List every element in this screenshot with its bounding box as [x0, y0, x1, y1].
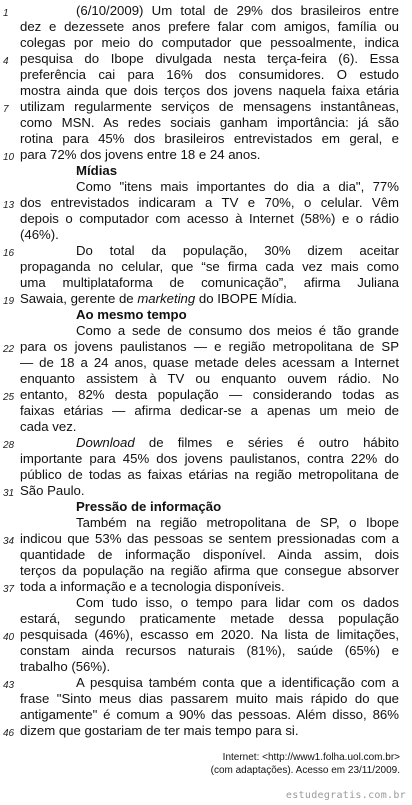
text-line	[0, 195, 412, 211]
line-text: Também na região metropolitana de SP, o Ibope	[76, 515, 399, 530]
text-line	[0, 547, 412, 563]
text-line	[0, 531, 412, 547]
line-text: dos entrevistados indicaram a TV e 70%, o celular. Vêm	[20, 195, 399, 210]
line-text: (6/10/2009) Um total de 29% dos brasileiros entre	[76, 3, 399, 18]
text-line	[0, 675, 412, 691]
section-heading-line	[0, 499, 412, 515]
text-line	[0, 259, 412, 275]
line-text: estará, segundo praticamente metade dessa população	[20, 611, 399, 626]
italic-term: Download	[76, 435, 135, 450]
line-text: São Paulo.	[20, 483, 85, 498]
text-line	[0, 419, 412, 435]
text-line	[0, 451, 412, 467]
line-text: importante para 45% dos jovens paulistanos, contra 22% do	[20, 451, 399, 466]
text-line	[0, 563, 412, 579]
line-number: 31	[3, 488, 15, 499]
text-line	[0, 723, 412, 739]
line-text: terços da população na região afirma que consegue absorver	[20, 563, 399, 578]
section-heading: Mídias	[76, 163, 118, 178]
source-line-1: Internet: <http://www1.folha.uol.com.br>	[222, 752, 400, 763]
text-line	[0, 483, 412, 499]
line-text: preferência cai para 16% dos consumidores. O estudo	[20, 67, 399, 82]
line-number: 7	[3, 104, 9, 115]
text-line	[0, 435, 412, 451]
line-text: constam ainda recursos naturais (81%), saúde (65%) e	[20, 643, 399, 658]
section-heading: Pressão de informação	[76, 499, 222, 514]
line-number: 19	[3, 296, 15, 307]
text-line	[0, 99, 412, 115]
line-number: 22	[3, 344, 15, 355]
line-text: indicou que 53% das pessoas se sentem pressionadas com a	[20, 531, 399, 546]
text-line	[0, 355, 412, 371]
text-line	[0, 243, 412, 259]
line-text: entanto, 82% desta população — considerando todas as	[20, 387, 399, 402]
line-number: 16	[3, 248, 15, 259]
text-line	[0, 403, 412, 419]
line-number: 10	[3, 152, 15, 163]
source-citation	[20, 751, 400, 777]
line-text: mostra ainda que dois terços dos jovens naquela faixa etária	[20, 83, 399, 98]
text-line	[0, 131, 412, 147]
text-line	[0, 19, 412, 35]
line-text: pesquisada (46%), escasso em 2020. Na lista de limitações,	[20, 627, 399, 642]
line-text: Como a sede de consumo dos meios é tão grande	[76, 323, 399, 338]
line-text: colegas por meio do computador que pessoalmente, indica	[20, 35, 399, 50]
line-text: Do total da população, 30% dizem aceitar	[76, 243, 399, 258]
line-text: Download de filmes e séries é outro hábito	[76, 435, 399, 450]
section-heading-line	[0, 163, 412, 179]
text-line	[0, 595, 412, 611]
text-line	[0, 387, 412, 403]
line-text: toda a informação e a tecnologia disponíveis.	[20, 579, 285, 594]
text-line	[0, 35, 412, 51]
line-number: 28	[3, 440, 15, 451]
line-text: depois o computador com acesso à Internet (58%) e o rádio	[20, 211, 399, 226]
source-line-2: (com adaptações). Acesso em 23/11/2009.	[210, 765, 400, 776]
text-line	[0, 67, 412, 83]
text-line	[0, 515, 412, 531]
line-text: trabalho (56%).	[20, 659, 111, 674]
line-text: — de 18 a 24 anos, quase metade deles acessam a Internet	[20, 355, 399, 370]
text-line	[0, 179, 412, 195]
text-line	[0, 707, 412, 723]
line-text: faixas etárias — afirma dedicar-se a apenas um meio de	[20, 403, 399, 418]
text-line	[0, 291, 412, 307]
line-number: 34	[3, 536, 15, 547]
line-text: enquanto assistem à TV ou enquanto ouvem rádio. No	[20, 371, 399, 386]
line-number: 25	[3, 392, 15, 403]
text-line	[0, 611, 412, 627]
line-number: 4	[3, 56, 9, 67]
line-text: uma multiplataforma de comunicação”, afirma Juliana	[20, 275, 399, 290]
text-line	[0, 339, 412, 355]
section-heading: Ao mesmo tempo	[76, 307, 187, 322]
line-text: público de todas as faixas etárias na região metropolitana de	[20, 467, 399, 482]
line-number: 43	[3, 680, 15, 691]
line-text: Sawaia, gerente de marketing do IBOPE Mídia.	[20, 291, 298, 306]
text-line	[0, 627, 412, 643]
site-watermark: estudegratis.com.br	[285, 790, 406, 801]
text-line	[0, 659, 412, 675]
line-number: 13	[3, 200, 15, 211]
line-text: (46%).	[20, 227, 59, 242]
line-text: dizem que gostariam de ter mais tempo para si.	[20, 723, 299, 738]
line-text: Como "itens mais importantes do dia a dia", 77%	[76, 179, 399, 194]
line-text: quantidade de informação disponível. Ainda assim, dois	[20, 547, 399, 562]
text-line	[0, 323, 412, 339]
line-text: antigamente" é comum a 90% das pessoas. Além disso, 86%	[20, 707, 399, 722]
text-line	[0, 3, 412, 19]
line-text: pesquisa do Ibope divulgada nesta terça-feira (6). Essa	[20, 51, 399, 66]
line-text: dez e dezessete anos prefere falar com amigos, família ou	[20, 19, 399, 34]
text-line	[0, 467, 412, 483]
line-number: 40	[3, 632, 15, 643]
line-text: Com tudo isso, o tempo para lidar com os dados	[76, 595, 399, 610]
line-text: como MSN. As redes sociais ganham importância: já são	[20, 115, 399, 130]
line-text: frase "Sinto meus dias passarem muito mais rápido do que	[20, 691, 399, 706]
text-line	[0, 227, 412, 243]
line-text: A pesquisa também conta que a identificação com a	[76, 675, 399, 690]
text-line	[0, 147, 412, 163]
text-line	[0, 275, 412, 291]
text-line	[0, 83, 412, 99]
text-line	[0, 51, 412, 67]
text-line	[0, 691, 412, 707]
line-text: rotina para 45% dos brasileiros entrevistados em geral, e	[20, 131, 399, 146]
italic-term: marketing	[137, 291, 196, 306]
text-line	[0, 643, 412, 659]
line-number: 37	[3, 584, 15, 595]
text-line	[0, 371, 412, 387]
line-text: propaganda no celular, que “se firma cada vez mais como	[20, 259, 399, 274]
text-line	[0, 211, 412, 227]
line-number: 46	[3, 728, 15, 739]
line-text: para os jovens paulistanos — e região metropolitana de SP	[20, 339, 399, 354]
text-line	[0, 115, 412, 131]
text-line	[0, 579, 412, 595]
line-text: cada vez.	[20, 419, 77, 434]
line-number: 1	[3, 8, 9, 19]
line-text: utilizam regularmente serviços de mensagens instantâneas,	[20, 99, 399, 114]
line-text: para 72% dos jovens entre 18 e 24 anos.	[20, 147, 261, 162]
section-heading-line	[0, 307, 412, 323]
